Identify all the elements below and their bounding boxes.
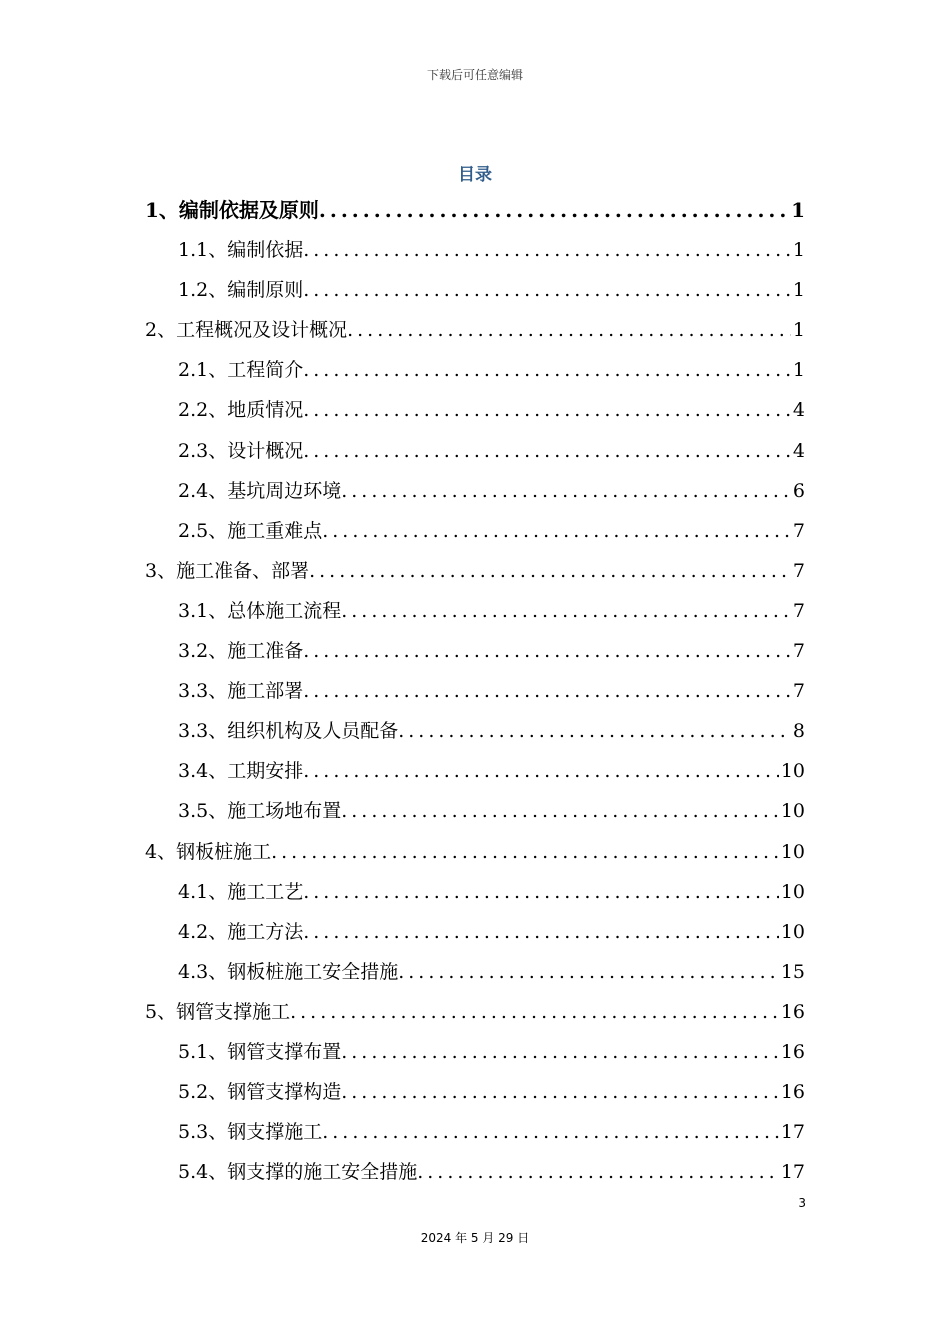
toc-entry[interactable] bbox=[145, 992, 805, 1032]
toc-entry-page: 1 bbox=[792, 319, 805, 342]
toc-entry-label: 1、编制依据及原则 bbox=[145, 198, 319, 222]
toc-entry[interactable] bbox=[145, 912, 805, 952]
toc-entry[interactable] bbox=[145, 551, 805, 591]
toc-entry-page: 15 bbox=[780, 960, 805, 983]
toc-entry-page: 16 bbox=[780, 1040, 805, 1063]
toc-entry-page: 10 bbox=[780, 840, 805, 863]
toc-dot-leader bbox=[303, 431, 791, 471]
toc-entry-label: 3、施工准备、部署 bbox=[145, 559, 310, 582]
footer-date: 2024 年 5 月 29 日 bbox=[420, 1231, 530, 1245]
toc-entry-label: 5.3、钢支撑施工 bbox=[178, 1121, 323, 1144]
toc-title: 目录 bbox=[458, 165, 492, 185]
toc-entry-page: 10 bbox=[780, 800, 805, 823]
toc-dot-leader bbox=[319, 190, 789, 230]
toc-dot-leader bbox=[341, 471, 791, 511]
toc-dot-leader bbox=[303, 912, 779, 952]
toc-dot-leader bbox=[322, 511, 791, 551]
toc-entry[interactable] bbox=[145, 591, 805, 631]
toc-dot-leader bbox=[303, 631, 791, 671]
toc-dot-leader bbox=[341, 591, 791, 631]
toc-entry-page: 16 bbox=[780, 1000, 805, 1023]
toc-entry-label: 5.1、钢管支撑布置 bbox=[178, 1040, 342, 1063]
toc-entry[interactable] bbox=[145, 791, 805, 831]
toc-entry-label: 4.3、钢板桩施工安全措施 bbox=[178, 960, 399, 983]
toc-entry-label: 2、工程概况及设计概况 bbox=[145, 319, 348, 342]
toc-entry[interactable] bbox=[145, 1152, 805, 1192]
toc-entry[interactable] bbox=[145, 230, 805, 270]
toc-entry-label: 4、钢板桩施工 bbox=[145, 840, 272, 863]
toc-entry[interactable] bbox=[145, 631, 805, 671]
toc-dot-leader bbox=[303, 270, 791, 310]
toc-entry-page: 7 bbox=[792, 559, 805, 582]
toc-entry-label: 2.3、设计概况 bbox=[178, 439, 304, 462]
toc-entry-label: 2.2、地质情况 bbox=[178, 399, 304, 422]
toc-entry[interactable] bbox=[145, 1072, 805, 1112]
toc-dot-leader bbox=[303, 671, 791, 711]
toc-dot-leader bbox=[347, 310, 791, 350]
toc-entry[interactable] bbox=[145, 952, 805, 992]
toc-dot-leader bbox=[341, 791, 779, 831]
toc-entry-label: 5.4、钢支撑的施工安全措施 bbox=[178, 1161, 418, 1184]
toc-entry-label: 2.5、施工重难点 bbox=[178, 519, 323, 542]
toc-entry-label: 1.2、编制原则 bbox=[178, 279, 304, 302]
toc-entry-label: 2.1、工程简介 bbox=[178, 359, 304, 382]
toc-entry-page: 6 bbox=[792, 479, 805, 502]
toc-entry-label: 5、钢管支撑施工 bbox=[145, 1000, 291, 1023]
toc-entry-page: 4 bbox=[792, 439, 805, 462]
toc-entry-page: 1 bbox=[792, 239, 805, 262]
toc-entry-page: 10 bbox=[780, 880, 805, 903]
toc-dot-leader bbox=[303, 350, 791, 390]
toc-entry-page: 1 bbox=[792, 359, 805, 382]
toc-entry[interactable] bbox=[145, 751, 805, 791]
toc-dot-leader bbox=[303, 872, 779, 912]
toc-dot-leader bbox=[303, 390, 791, 430]
toc-entry[interactable] bbox=[145, 872, 805, 912]
toc-entry[interactable] bbox=[145, 270, 805, 310]
toc-entry-label: 2.4、基坑周边环境 bbox=[178, 479, 342, 502]
toc-entry-label: 4.2、施工方法 bbox=[178, 920, 304, 943]
toc-dot-leader bbox=[341, 1072, 779, 1112]
toc-dot-leader bbox=[398, 711, 791, 751]
toc-entry-label: 3.2、施工准备 bbox=[178, 640, 304, 663]
toc-entry[interactable] bbox=[145, 671, 805, 711]
toc-entry-page: 7 bbox=[792, 680, 805, 703]
toc-entry-page: 4 bbox=[792, 399, 805, 422]
toc-dot-leader bbox=[322, 1112, 779, 1152]
toc-entry-page: 8 bbox=[792, 720, 805, 743]
toc-entry-label: 1.1、编制依据 bbox=[178, 239, 304, 262]
toc-dot-leader bbox=[271, 832, 779, 872]
toc-entry-label: 5.2、钢管支撑构造 bbox=[178, 1081, 342, 1104]
toc-entry-label: 3.3、组织机构及人员配备 bbox=[178, 720, 399, 743]
toc-entry[interactable] bbox=[145, 832, 805, 872]
toc-dot-leader bbox=[398, 952, 779, 992]
page-number: 3 bbox=[798, 1196, 806, 1210]
toc-entry[interactable] bbox=[145, 310, 805, 350]
toc-entry-label: 4.1、施工工艺 bbox=[178, 880, 304, 903]
toc-entry[interactable] bbox=[145, 711, 805, 751]
toc-entry-page: 17 bbox=[780, 1121, 805, 1144]
toc-entry-page: 16 bbox=[780, 1081, 805, 1104]
toc-entry-label: 3.1、总体施工流程 bbox=[178, 599, 342, 622]
toc-dot-leader bbox=[290, 992, 779, 1032]
toc-entry-page: 7 bbox=[792, 519, 805, 542]
toc-entry-label: 3.4、工期安排 bbox=[178, 760, 304, 783]
toc-dot-leader bbox=[417, 1152, 779, 1192]
toc-entry-page: 1 bbox=[791, 198, 805, 222]
toc-entry[interactable] bbox=[145, 511, 805, 551]
toc-entry[interactable] bbox=[145, 471, 805, 511]
toc-entry-page: 7 bbox=[792, 599, 805, 622]
toc-dot-leader bbox=[309, 551, 791, 591]
toc-entry[interactable] bbox=[145, 1112, 805, 1152]
toc-entry-label: 3.5、施工场地布置 bbox=[178, 800, 342, 823]
toc-dot-leader bbox=[303, 751, 779, 791]
toc-entry-page: 10 bbox=[780, 760, 805, 783]
toc-entry-label: 3.3、施工部署 bbox=[178, 680, 304, 703]
toc-entry-page: 10 bbox=[780, 920, 805, 943]
toc-entry-page: 1 bbox=[792, 279, 805, 302]
toc-entry[interactable] bbox=[145, 350, 805, 390]
toc-entry[interactable] bbox=[145, 190, 805, 230]
toc-entry[interactable] bbox=[145, 390, 805, 430]
page-header: 下载后可任意编辑 bbox=[426, 68, 523, 82]
toc-entry[interactable] bbox=[145, 1032, 805, 1072]
toc-entry[interactable] bbox=[145, 431, 805, 471]
toc-entry-page: 7 bbox=[792, 640, 805, 663]
toc-dot-leader bbox=[341, 1032, 779, 1072]
table-of-contents bbox=[145, 190, 805, 1192]
toc-dot-leader bbox=[303, 230, 791, 270]
toc-entry-page: 17 bbox=[780, 1161, 805, 1184]
